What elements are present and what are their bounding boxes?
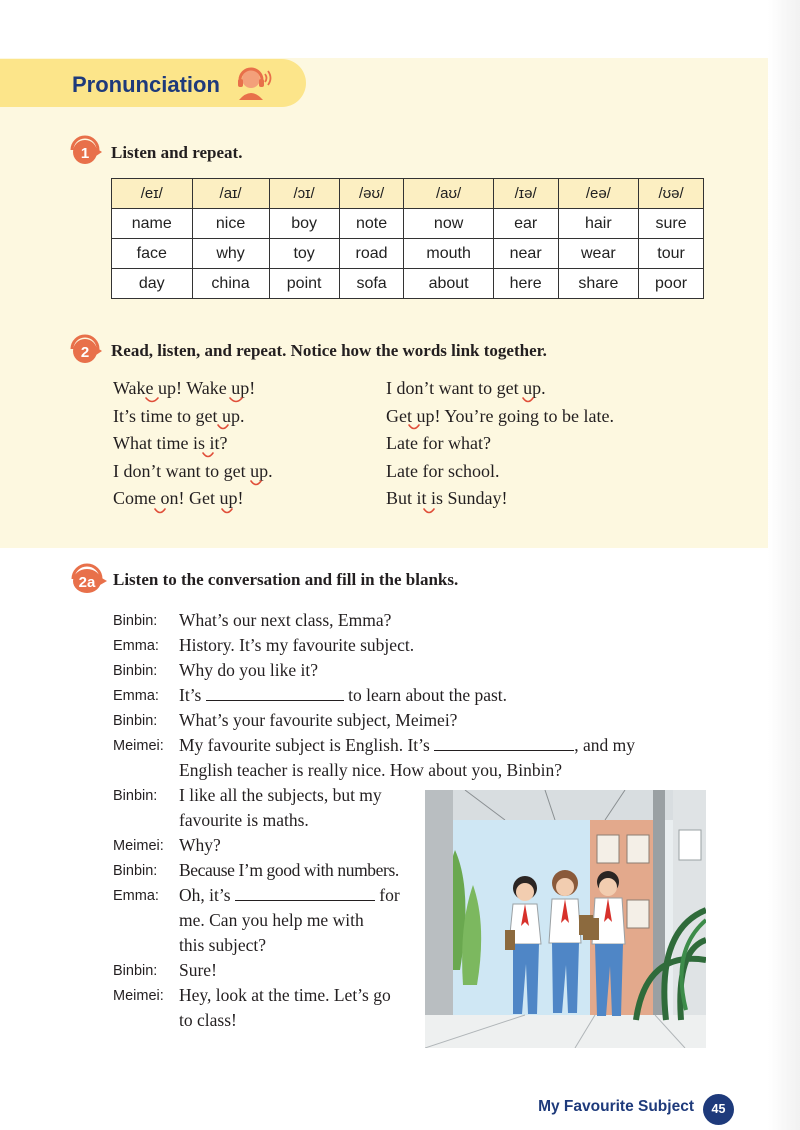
- answer-blank[interactable]: [206, 684, 344, 701]
- chant-line: Come on! Get up!: [113, 488, 244, 509]
- speaker-label: Binbin:: [113, 613, 158, 629]
- badge-2-icon: [68, 332, 102, 366]
- section-1-title: Listen and repeat.: [111, 143, 243, 162]
- chant-right-column: [386, 375, 614, 513]
- speaker-label: Binbin:: [113, 788, 158, 804]
- speaker-label: Emma:: [113, 888, 159, 904]
- gutter-shadow: [768, 0, 800, 1130]
- chant-line: It’s time to get up.: [113, 405, 245, 426]
- utterance: [179, 883, 400, 908]
- table-cell: near: [493, 239, 558, 269]
- badge-2-label: 2: [80, 344, 90, 361]
- utterance-part: for: [379, 885, 400, 905]
- phoneme-header: /eə/: [558, 179, 639, 209]
- section-2-title: Read, listen, and repeat. Notice how the words link together.: [111, 341, 547, 360]
- utterance-part: My favourite subject is English. It’s: [179, 735, 430, 755]
- table-cell: toy: [269, 239, 339, 269]
- footer-unit-title: My Favourite Subject: [538, 1098, 694, 1115]
- chant-line: Get up! You’re going to be late.: [386, 405, 614, 426]
- utterance: Sure!: [179, 960, 217, 980]
- speaker-label: Meimei:: [113, 988, 164, 1004]
- table-cell: hair: [558, 209, 639, 239]
- phoneme-header: /eɪ/: [112, 179, 193, 209]
- answer-blank[interactable]: [235, 884, 375, 901]
- page-number: 45: [703, 1094, 734, 1125]
- chant-line: What time is it?: [113, 433, 228, 454]
- speaker-label: Meimei:: [113, 738, 164, 754]
- chant-line: I don’t want to get up.: [113, 460, 273, 481]
- table-cell: poor: [639, 269, 704, 299]
- utterance-continuation: me. Can you help me with: [179, 910, 364, 930]
- table-cell: ear: [493, 209, 558, 239]
- speaker-label: Binbin:: [113, 713, 158, 729]
- utterance-part: It’s: [179, 685, 202, 705]
- utterance: Why do you like it?: [179, 660, 319, 680]
- utterance: [179, 683, 507, 708]
- utterance-part: Oh, it’s: [179, 885, 231, 905]
- utterance-continuation: favourite is maths.: [179, 810, 309, 830]
- table-cell: share: [558, 269, 639, 299]
- table-cell: about: [404, 269, 493, 299]
- table-cell: sofa: [339, 269, 404, 299]
- table-cell: china: [192, 269, 269, 299]
- utterance-part: to learn about the past.: [348, 685, 508, 705]
- utterance-part: , and my: [574, 735, 635, 755]
- table-cell: point: [269, 269, 339, 299]
- students-walking-illustration: [425, 790, 706, 1048]
- chant-line: I don’t want to get up.: [386, 378, 546, 398]
- utterance: History. It’s my favourite subject.: [179, 635, 415, 655]
- utterance: What’s our next class, Emma?: [179, 610, 392, 630]
- section-2a-title: Listen to the conversation and fill in the blanks.: [113, 570, 459, 589]
- table-cell: boy: [269, 209, 339, 239]
- utterance: Hey, look at the time. Let’s go: [179, 985, 391, 1005]
- headset-speaker-icon: [234, 66, 272, 102]
- table-cell: mouth: [404, 239, 493, 269]
- table-row: [112, 269, 704, 299]
- table-cell: why: [192, 239, 269, 269]
- chant-line: Wake up! Wake up!: [113, 378, 256, 398]
- table-row: [112, 239, 704, 269]
- speaker-label: Meimei:: [113, 838, 164, 854]
- phoneme-header: /ɪə/: [493, 179, 558, 209]
- utterance-continuation: English teacher is really nice. How about you, Binbin?: [179, 760, 562, 780]
- table-row: [112, 209, 704, 239]
- speaker-label: Emma:: [113, 638, 159, 654]
- phoneme-header: /əʊ/: [339, 179, 404, 209]
- phonics-header-row: [112, 179, 704, 209]
- table-cell: road: [339, 239, 404, 269]
- table-cell: name: [112, 209, 193, 239]
- chant-left-column: [113, 375, 273, 513]
- speaker-label: Binbin:: [113, 863, 158, 879]
- badge-2a-label: 2a: [78, 574, 96, 591]
- utterance: Because I’m good with numbers.: [179, 860, 399, 880]
- utterance: [179, 733, 635, 758]
- table-cell: now: [404, 209, 493, 239]
- phonics-table: [111, 178, 704, 299]
- table-cell: here: [493, 269, 558, 299]
- badge-1-label: 1: [80, 145, 90, 162]
- phoneme-header: /aʊ/: [404, 179, 493, 209]
- banner-title: Pronunciation: [72, 72, 220, 97]
- phoneme-header: /aɪ/: [192, 179, 269, 209]
- utterance-continuation: to class!: [179, 1010, 237, 1030]
- chant-line: But it is Sunday!: [386, 488, 508, 509]
- badge-2a-icon: [68, 562, 108, 596]
- table-cell: face: [112, 239, 193, 269]
- badge-1-icon: [68, 133, 102, 167]
- utterance: I like all the subjects, but my: [179, 785, 382, 805]
- table-cell: sure: [639, 209, 704, 239]
- table-cell: nice: [192, 209, 269, 239]
- speaker-label: Binbin:: [113, 663, 158, 679]
- speaker-label: Emma:: [113, 688, 159, 704]
- answer-blank[interactable]: [434, 734, 574, 751]
- utterance: Why?: [179, 835, 221, 855]
- utterance-continuation: this subject?: [179, 935, 266, 955]
- table-cell: note: [339, 209, 404, 239]
- phoneme-header: /ʊə/: [639, 179, 704, 209]
- utterance: What’s your favourite subject, Meimei?: [179, 710, 458, 730]
- phoneme-header: /ɔɪ/: [269, 179, 339, 209]
- speaker-label: Binbin:: [113, 963, 158, 979]
- table-cell: tour: [639, 239, 704, 269]
- table-cell: wear: [558, 239, 639, 269]
- chant-line: Late for school.: [386, 460, 500, 481]
- table-cell: day: [112, 269, 193, 299]
- chant-line: Late for what?: [386, 433, 491, 454]
